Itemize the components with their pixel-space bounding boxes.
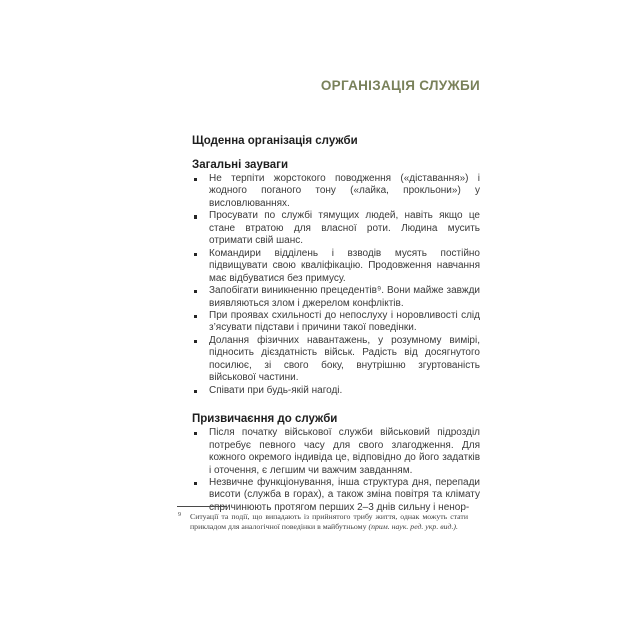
footnote xyxy=(177,506,468,531)
list-item: Просувати по службі тямущих людей, навіть якщо це стане втратою для власної роти. Людина мусить отримати свій шанс. xyxy=(192,210,480,247)
running-header: ОРГАНІЗАЦІЯ СЛУЖБИ xyxy=(320,78,480,93)
footnote-divider xyxy=(177,506,227,507)
footnote-text-regular: Ситуації та події, що випадають із прийнятого трибу життя, однак можуть стати прикладом для аналогічної поведінки в майбутньому xyxy=(190,512,468,531)
list-item: Не терпіти жорстокого поводження («діставання») і жодного поганого тону («лайка, прокльони») у висловлюваннях. xyxy=(192,173,480,210)
bullet-list-getting-accustomed xyxy=(192,427,480,514)
subsection-heading-getting-accustomed: Призвичаєння до служби xyxy=(192,413,338,426)
footnote-marker: 9 xyxy=(178,512,181,518)
list-item: Командири відділень і взводів мусять постійно підвищувати свою кваліфікацію. Продовження навчання має відбуватися без примусу. xyxy=(192,248,480,285)
list-item: При проявах схильності до непослуху і норовливості слід з’ясувати підстави і причини такої поведінки. xyxy=(192,310,480,335)
list-item: Співати при будь-якій нагоді. xyxy=(192,385,480,397)
list-item: Після початку військової служби військовий підрозділ потребує певного часу для свого злагодження. Для кожного окремого індивіда це, відповідно до його задатків і оточення, є легшим чи важчим завданням. xyxy=(192,427,480,477)
section-title: Щоденна організація служби xyxy=(192,135,358,147)
list-item: Долання фізичних навантажень, у розумному вимірі, підносить дієздатність військ. Радість від досягнутого посилює, зі свого боку, внутрішню згуртованість військової частини. xyxy=(192,335,480,385)
subsection-heading-general-remarks: Загальні зауваги xyxy=(192,159,289,171)
page-content xyxy=(192,78,480,514)
bullet-list-general-remarks xyxy=(192,173,480,397)
list-item: Незвичне функціонування, інша структура дня, перепади висоти (служба в горах), а також зміна повітря та клімату спричинюють протягом перших 2–3 днів сильну і ненор- xyxy=(192,477,480,514)
footnote-text xyxy=(177,512,468,531)
list-item: Запобігати виникненню прецедентів⁹. Вони майже завжди виявляються злом і джерелом конфліктів. xyxy=(192,285,480,310)
footnote-text-italic: (прим. наук. ред. укр. вид.). xyxy=(368,521,458,531)
